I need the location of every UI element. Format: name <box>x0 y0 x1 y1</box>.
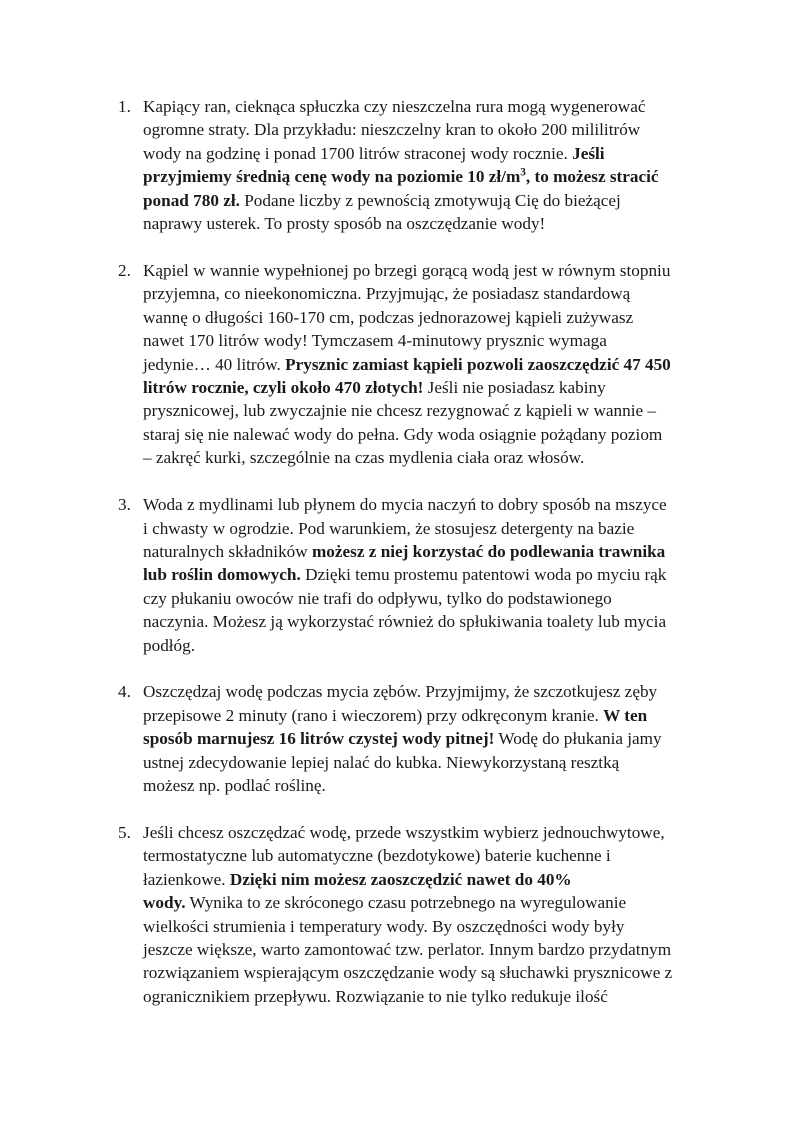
text-run: Jeśli chcesz oszczędzać wodę, przede wszystkim wybierz jednouchwytowe, <box>143 822 665 842</box>
text-line <box>143 915 678 938</box>
text-line <box>143 634 678 657</box>
text-run: ogranicznikiem przepływu. Rozwiązanie to nie tylko redukuje ilość <box>143 986 608 1006</box>
bold-text-run: litrów rocznie, czyli około 470 złotych! <box>143 377 424 397</box>
text-line <box>143 704 678 727</box>
text-line <box>143 118 678 141</box>
list-item-number: 1. <box>118 97 131 116</box>
text-line <box>143 868 678 891</box>
text-run: Kąpiel w wannie wypełnionej po brzegi gorącą wodą jest w równym stopniu <box>143 260 671 280</box>
list-item <box>118 95 678 235</box>
text-line <box>143 212 678 235</box>
text-run: ustnej zdecydowanie lepiej nalać do kubka. Niewykorzystaną resztką <box>143 752 620 772</box>
text-line <box>143 282 678 305</box>
text-run: Oszczędzaj wodę podczas mycia zębów. Przyjmijmy, że szczotkujesz zęby <box>143 682 658 702</box>
text-line <box>143 727 678 750</box>
bold-text-run: możesz z niej korzystać do podlewania trawnika <box>311 541 666 561</box>
text-line <box>143 95 678 118</box>
text-run: czy płukaniu owoców nie trafi do odpływu, tylko do podstawionego <box>143 588 612 608</box>
text-run: staraj się nie nalewać wody do pełna. Gdy woda osiągnie pożądany poziom <box>143 424 663 444</box>
text-line <box>143 891 678 914</box>
list-item-text <box>143 95 678 235</box>
bold-text-run: Jeśli <box>572 143 605 163</box>
text-line <box>143 938 678 961</box>
text-run: – zakręć kurki, szczególnie na czas mydlenia ciała oraz włosów. <box>143 448 585 468</box>
list-item <box>118 493 678 657</box>
text-line <box>143 165 678 188</box>
text-line <box>143 610 678 633</box>
text-line <box>143 353 678 376</box>
text-run: prysznicowej, lub zwyczajnie nie chcesz rezygnować z kąpieli w wannie – <box>143 401 657 421</box>
list-item-text <box>143 493 678 657</box>
bold-text-run: W ten <box>603 705 648 725</box>
bold-text-run: ponad 780 zł. <box>143 190 240 210</box>
text-run: jedynie… 40 litrów. <box>143 354 286 374</box>
bold-text-run: sposób marnujesz 16 litrów czystej wody pitnej! <box>143 729 495 749</box>
text-line <box>143 680 678 703</box>
text-line <box>143 961 678 984</box>
text-line <box>143 540 678 563</box>
text-line <box>143 587 678 610</box>
text-run: wannę o długości 160-170 cm, podczas jednorazowej kąpieli zużywasz <box>143 307 634 327</box>
bold-text-run: , to możesz stracić <box>525 167 659 187</box>
text-line <box>143 259 678 282</box>
text-run: wielkości strumienia i temperatury wody. By oszczędności wody były <box>143 916 625 936</box>
text-line <box>143 985 678 1008</box>
text-line <box>143 189 678 212</box>
text-line <box>143 376 678 399</box>
text-run: jeszcze większe, warto zamontować tzw. perlator. Innym bardzo przydatnym <box>143 940 672 959</box>
text-run: łazienkowe. <box>143 869 230 889</box>
text-line <box>143 774 678 797</box>
text-line <box>143 423 678 446</box>
list-item <box>118 259 678 470</box>
bold-text-run: Dzięki nim możesz zaoszczędzić nawet do 40% <box>229 869 572 889</box>
list-item-number: 2. <box>118 260 131 280</box>
text-line <box>143 399 678 422</box>
text-run: wody na godzinę i ponad 1700 litrów straconej wody rocznie. <box>143 143 573 163</box>
list-item <box>118 680 678 797</box>
text-run: możesz np. podlać roślinę. <box>143 776 326 796</box>
text-line <box>143 563 678 586</box>
bold-text-run: wody. <box>143 893 186 913</box>
text-run: podłóg. <box>143 635 196 655</box>
text-run: Woda z mydlinami lub płynem do mycia naczyń to dobry sposób na mszyce <box>143 495 667 515</box>
list-item-text <box>143 821 678 1008</box>
superscript-text: 3 <box>520 166 526 179</box>
text-run: Wodę do płukania jamy <box>494 729 662 749</box>
text-run: Jeśli nie posiadasz kabiny <box>423 377 606 397</box>
text-run: Podane liczby z pewnością zmotywują Cię do bieżącej <box>239 190 621 210</box>
text-run: przepisowe 2 minuty (rano i wieczorem) przy odkręconym kranie. <box>143 705 604 725</box>
text-line <box>143 844 678 867</box>
list-item <box>118 821 678 1008</box>
text-run: naczynia. Możesz ją wykorzystać również do spłukiwania toalety lub mycia <box>143 612 667 632</box>
text-line <box>143 493 678 516</box>
list-item-number: 3. <box>118 495 131 515</box>
list-item-number: 4. <box>118 682 131 702</box>
text-run: termostatyczne lub automatyczne (bezdotykowe) baterie kuchenne i <box>143 846 611 866</box>
text-run: nawet 170 litrów wody! Tymczasem 4-minutowy prysznic wymaga <box>143 331 607 351</box>
text-run: naturalnych składników <box>143 541 312 561</box>
text-run: Wynika to ze skróconego czasu potrzebnego na wyregulowanie <box>185 893 627 913</box>
text-run: ogromne straty. Dla przykładu: nieszczelny kran to około 200 mililitrów <box>143 120 641 140</box>
text-run: naprawy usterek. To prosty sposób na oszczędzanie wody! <box>143 214 546 234</box>
bold-text-run: Prysznic zamiast kąpieli pozwoli zaoszczędzić 47 450 <box>285 354 671 374</box>
list-item-text <box>143 680 678 797</box>
text-run: rozwiązaniem wspierającym oszczędzanie wody są słuchawki prysznicowe z <box>143 963 673 983</box>
bold-text-run: przyjmiemy średnią cenę wody na poziomie 10 zł/m <box>143 167 521 187</box>
list-item-number: 5. <box>118 822 131 842</box>
text-line <box>143 306 678 329</box>
text-line <box>143 517 678 540</box>
text-line <box>143 142 678 165</box>
text-run: i chwasty w ogrodzie. Pod warunkiem, że stosujesz detergenty na bazie <box>143 518 635 538</box>
text-line <box>143 329 678 352</box>
text-run: Dzięki temu prostemu patentowi woda po myciu rąk <box>300 565 667 585</box>
text-line <box>143 821 678 844</box>
text-line <box>143 751 678 774</box>
text-run: Kapiący ran, cieknąca spłuczka czy nieszczelna rura mogą wygenerować <box>143 97 646 116</box>
list-item-text <box>143 259 678 470</box>
tips-list <box>118 95 678 1032</box>
text-line <box>143 446 678 469</box>
bold-text-run: lub roślin domowych. <box>143 565 301 585</box>
text-run: przyjemna, co nieekonomiczna. Przyjmując, że posiadasz standardową <box>143 284 631 304</box>
